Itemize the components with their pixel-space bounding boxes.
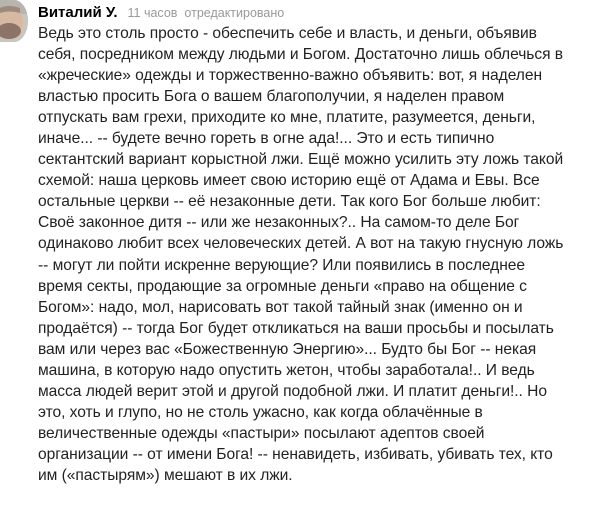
comment-text-line: величественные одежды «пастыри» посылают адептов своей — [38, 424, 485, 442]
comment-text-line: отпускать вам грехи, приходите ко мне, платите, разумеется, деньги, — [38, 109, 536, 127]
edited-label: отредактировано — [184, 6, 285, 20]
avatar[interactable] — [0, 0, 28, 42]
comment-text-line: Ведь это столь просто - обеспечить себе и власть, и деньги, объявив — [38, 25, 537, 42]
comment-text — [38, 23, 602, 486]
comment-text-line: продаётся) -- тогда Бог будет откликаться на ваши просьбы и посылать — [38, 319, 554, 337]
comment-text-line: им («пастырям») мешают в их лжи. — [38, 466, 293, 484]
comment-text-line: машина, в которую надо опустить жетон, чтобы заработала!.. И ведь — [38, 361, 535, 379]
comment-text-line: властью просить Бога о вашем благополучии, я наделен правом — [38, 88, 505, 106]
comment-text-line: -- могут ли пойти искренне верующие? Или появились в последнее — [38, 256, 525, 274]
comment-text-line: это, хоть и глупо, но не столь ужасно, как когда облачённые в — [38, 403, 483, 421]
comment-text-line: сектантский вариант корыстной лжи. Ещё можно усилить эту ложь такой — [38, 151, 564, 169]
comment-time: 11 часов — [127, 6, 178, 20]
author-name[interactable]: Виталий У. — [38, 4, 118, 21]
comment-text-line: схемой: наша церковь имеет свою историю ещё от Адама и Евы. Все — [38, 172, 540, 190]
comment-text-line: одинаково любит всех человеческих детей. А вот на такую гнусную ложь — [38, 235, 564, 253]
comment-text-line: Богом»: надо, мол, нарисовать вот такой тайный знак (именно он и — [38, 298, 523, 316]
comment-text-line: себя, посредником между людьми и Богом. Достаточно лишь облечься в — [38, 46, 563, 64]
comment-header — [38, 4, 284, 24]
comment-text-line: вам или через вас «Божественную Энергию»... Будто бы Бог -- некая — [38, 340, 537, 358]
comment-text-line: масса людей верит этой и другой подобной лжи. И платит деньги!.. Но — [38, 382, 547, 400]
comment-meta — [128, 6, 285, 20]
comment-text-line: Своё законное дитя -- или же незаконных?.. На самом-то деле Бог — [38, 214, 520, 232]
comment-text-line: «жреческие» одежды и торжественно-важно объявить: вот, я наделен — [38, 67, 543, 85]
user-avatar-icon — [0, 0, 28, 42]
comment-text-line: время секты, продающие за огромные деньги «право на общение с — [38, 277, 527, 295]
comment-text-line: иначе... -- будете вечно гореть в огне ада!... Это и есть типично — [38, 130, 495, 148]
comment-text-line: остальные церкви -- её незаконные дети. Так кого Бог больше любит: — [38, 193, 541, 211]
comment-text-line: организации -- от имени Бога! -- ненавидеть, избивать, убивать тех, кто — [38, 445, 553, 463]
